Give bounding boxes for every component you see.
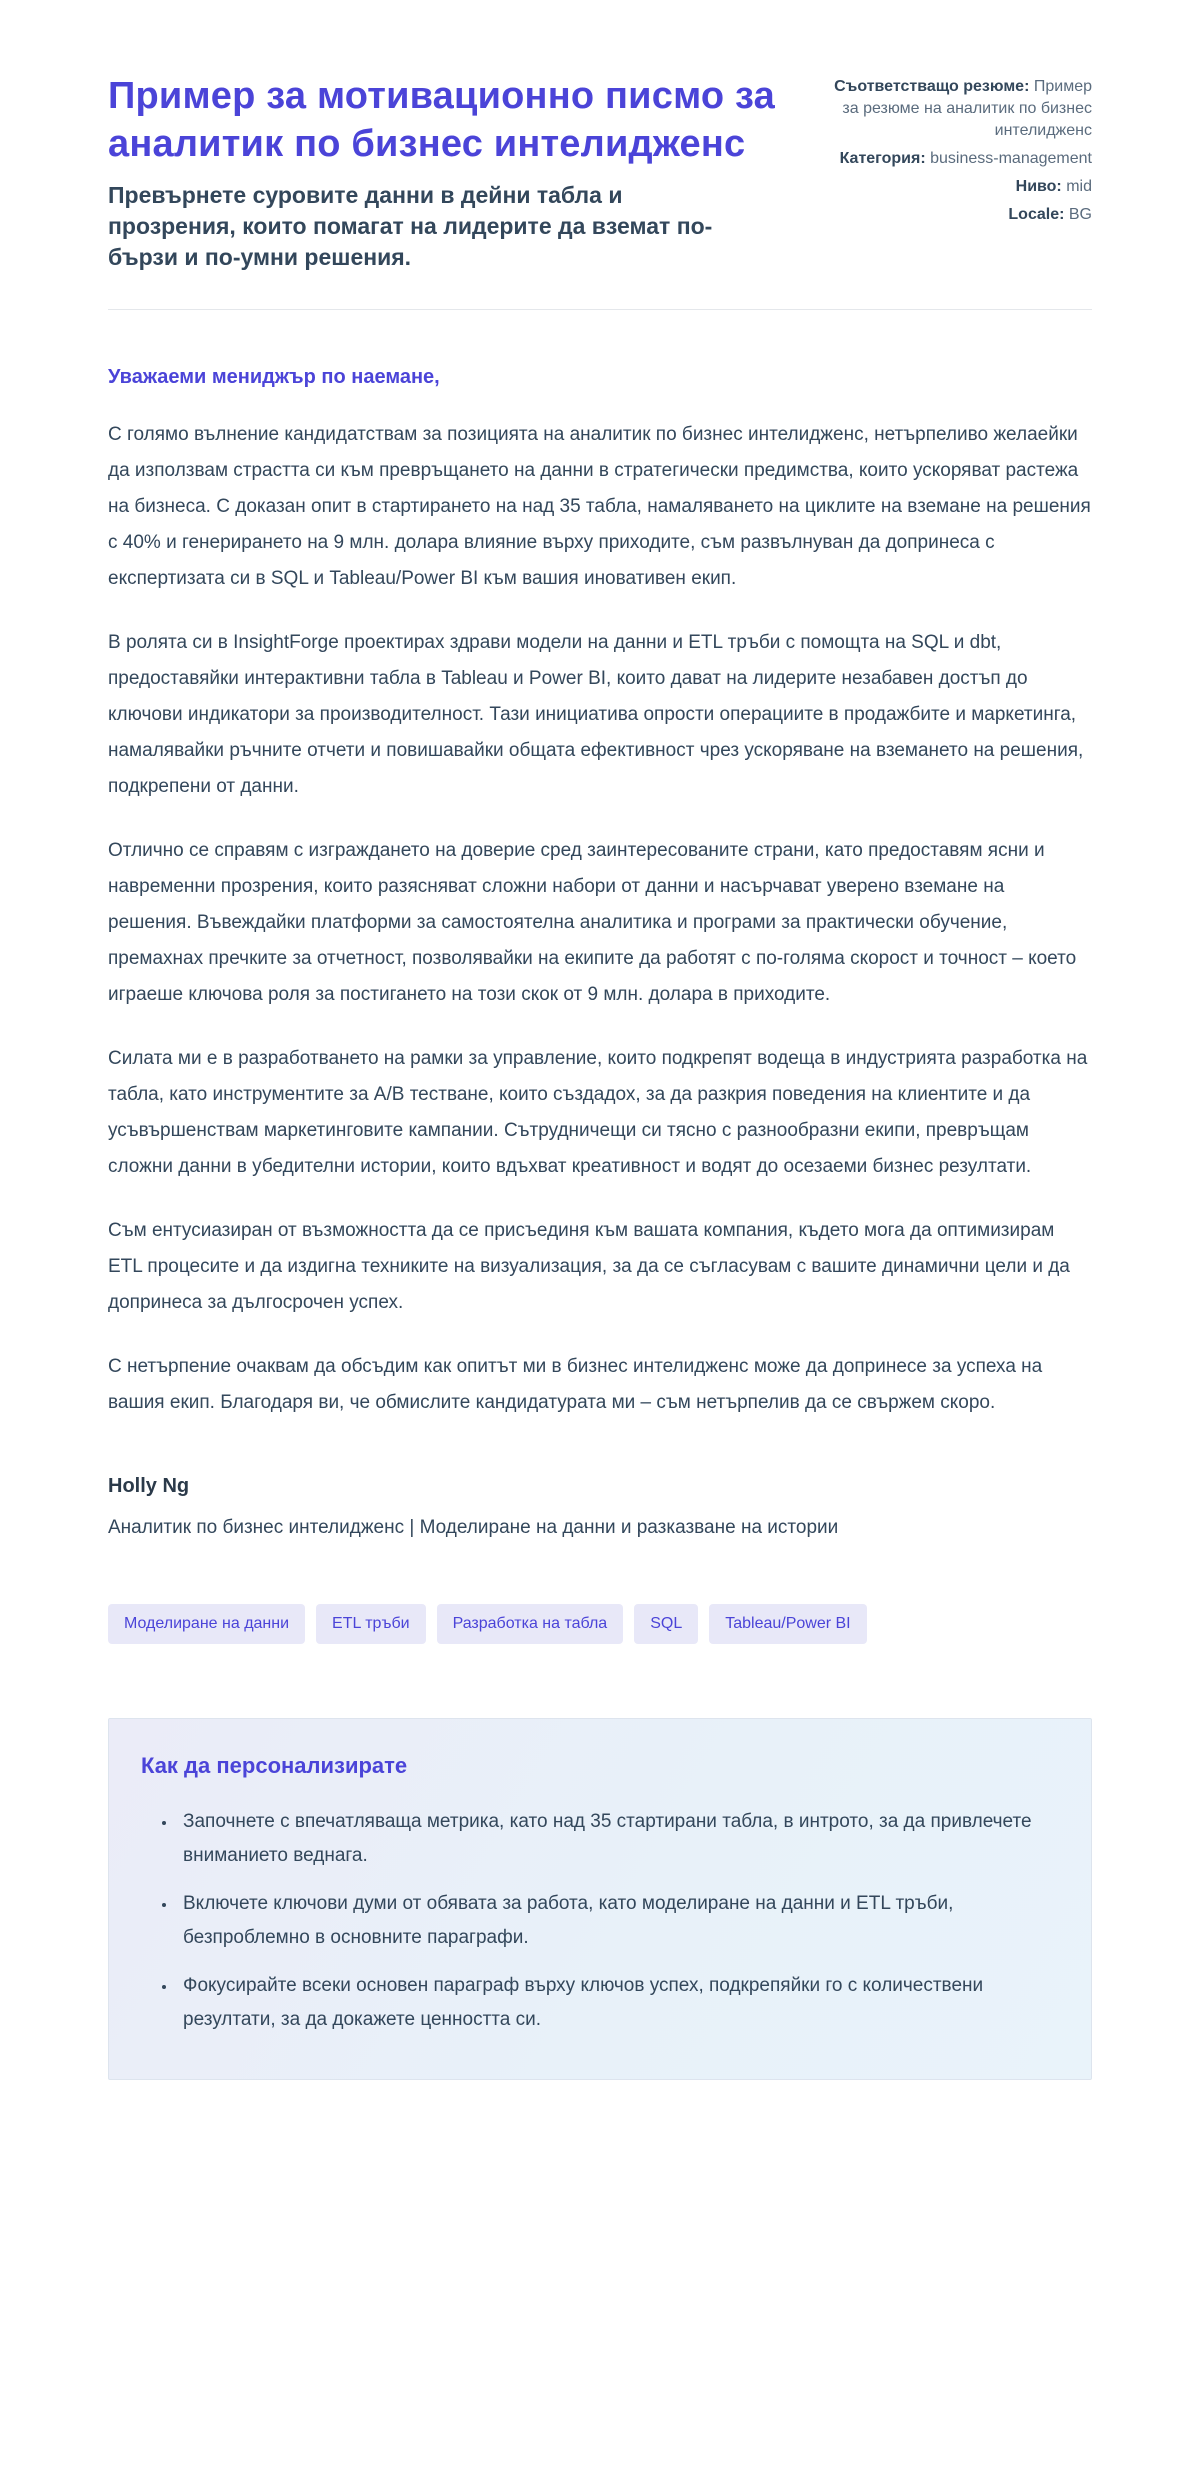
letter-paragraph: Съм ентусиазиран от възможността да се присъединя към вашата компания, където мога да оптимизирам ETL процесите и да издигна техниките на визуализация, за да се съгласувам с вашите динамични цели и да допринеса за дългосрочен успех. [108, 1220, 1070, 1313]
meta-row [832, 176, 1092, 198]
meta-label: Съответстващо резюме: [834, 78, 1030, 95]
skill-tag-badge: Разработка на табла [437, 1604, 624, 1644]
signature-block [108, 1475, 1092, 1542]
callout-bullet: • Фокусирайте всеки основен параграф върху ключов успех, подкрепяйки го с количествени резултати, за да докажете ценността си. [177, 1969, 1055, 2037]
meta-value: Пример за резюме на аналитик по бизнес интелидженс [842, 78, 1092, 139]
skill-tag-badge: ETL тръби [316, 1604, 426, 1644]
letter-paragraph: Отлично се справям с изграждането на доверие сред заинтересованите страни, като предоставям ясни и навременни прозрения, които разясняват сложни набори от данни и насърчават уверено вземане на решения. Въвеждайки платформи за самостоятелна аналитика и програми за практически обучение, премахнах пречките за отчетност, позволявайки на екипите да работят с по-голяма скорост и точност – което играеше ключова роля за постигането на този скок от 9 млн. долара в приходите. [108, 840, 1077, 1005]
skill-tag-badge: Tableau/Power BI [709, 1604, 866, 1644]
skill-tag-badge: Моделиране на данни [108, 1604, 305, 1644]
signature-role: Аналитик по бизнес интелидженс | Моделиране на данни и разказване на истории [108, 1517, 839, 1538]
letter-paragraph: С голямо вълнение кандидатствам за позицията на аналитик по бизнес интелидженс, нетърпеливо желаейки да използвам страстта си към превръщането на данни в стратегически предимства, които ускоряват растежа на бизнеса. С доказан опит в стартирането на над 35 табла, намаляването на циклите на вземане на решения с 40% и генерирането на 9 млн. долара влияние върху приходите, съм развълнуван да допринеса с експертизата си в SQL и Tableau/Power BI към вашия иновативен екип. [108, 424, 1091, 589]
meta-row [832, 204, 1092, 226]
callout-heading: Как да персонализирате [141, 1753, 408, 1778]
meta-label: Ниво: [1015, 178, 1062, 195]
signature-name: Holly Ng [108, 1475, 190, 1497]
salutation: Уважаеми мениджър по наемане, [108, 366, 440, 388]
meta-label: Locale: [1008, 206, 1065, 223]
letter-paragraph: В ролята си в InsightForge проектирах здрави модели на данни и ETL тръби с помощта на SQL и dbt, предоставяйки интерактивни табла в Tableau и Power BI, които дават на лидерите незабавен достъп до ключови индикатори за производителност. Тази инициатива опрости операциите в продажбите и маркетинга, намалявайки ръчните отчети и повишавайки общата ефективност чрез ускоряване на вземането на решения, подкрепени от данни. [108, 632, 1084, 797]
meta-value: BG [1068, 206, 1092, 223]
page-title: Пример за мотивационно писмо за аналитик по бизнес интелидженс [108, 75, 775, 165]
meta-panel [832, 72, 1092, 232]
callout-bullet-list [153, 1805, 1055, 2037]
callout-bullet: • Започнете с впечатляваща метрика, като над 35 стартирани табла, в интрото, за да привлечете вниманието веднага. [177, 1805, 1055, 1873]
letter-paragraphs [108, 417, 1092, 1421]
meta-value: mid [1066, 178, 1092, 195]
callout-bullet: • Включете ключови думи от обявата за работа, като моделиране на данни и ETL тръби, безпроблемно в основните параграфи. [177, 1887, 1055, 1955]
letter-paragraph: С нетърпение очаквам да обсъдим как опитът ми в бизнес интелидженс може да допринесе за успеха на вашия екип. Благодаря ви, че обмислите кандидатурата ми – съм нетърпелив да се свържем скоро. [108, 1356, 1043, 1413]
header-titles [108, 72, 808, 273]
skill-tags [108, 1604, 1092, 1644]
meta-row [832, 76, 1092, 142]
personalization-callout [108, 1718, 1092, 2080]
meta-label: Категория: [839, 150, 926, 167]
meta-row [832, 148, 1092, 170]
header [108, 72, 1092, 273]
header-divider [108, 309, 1092, 310]
letter-paragraph: Силата ми е в разработването на рамки за управление, които подкрепят водеща в индустрията разработка на табла, като инструментите за A/B тестване, които създадох, за да разкрия поведения на клиентите и да усъвършенствам маркетинговите кампании. Сътрудничещи си тясно с разнообразни екипи, превръщам сложни данни в убедителни истории, които вдъхват креативност и водят до осезаеми бизнес резултати. [108, 1048, 1088, 1177]
page-subtitle: Превърнете суровите данни в дейни табла и прозрения, които помагат на лидерите да вземат по-бързи и по-умни решения. [108, 182, 713, 270]
meta-value: business-management [930, 150, 1092, 167]
skill-tag-badge: SQL [634, 1604, 698, 1644]
cover-letter [108, 366, 1092, 1542]
